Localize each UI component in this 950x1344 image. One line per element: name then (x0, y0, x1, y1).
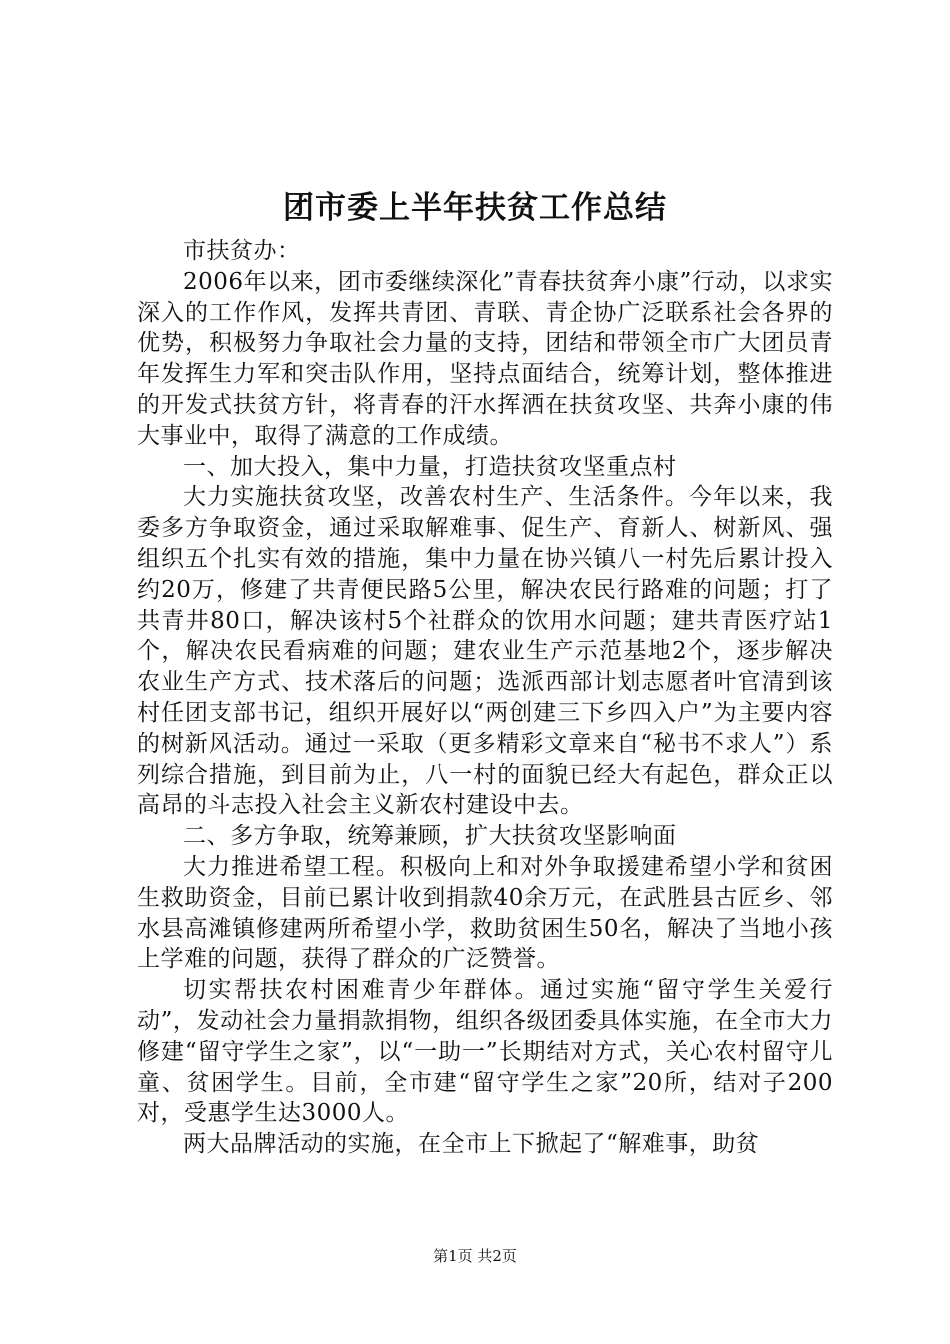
document-title: 团市委上半年扶贫工作总结 (283, 190, 667, 226)
section-heading-1: 一、加大投入，集中力量，打造扶贫攻坚重点村 (183, 453, 677, 480)
paragraph-intro: 2006年以来，团市委继续深化”青春扶贫奔小康”行动，以求实深入的工作作风，发挥共青团、青联、青企协广泛联系社会各界的优势，积极努力争取社会力量的支持，团结和带领全市广大团员青年发挥生力军和突击队作用，坚持点面结合，统筹计划，整体推进的开发式扶贫方针，将青春的汗水挥洒在扶贫攻坚、共奔小康的伟大事业中，取得了满意的工作成绩。 (137, 268, 833, 449)
section-heading-2: 二、多方争取，统筹兼顾，扩大扶贫攻坚影响面 (183, 823, 677, 850)
paragraph: 切实帮扶农村困难青少年群体。通过实施“留守学生关爱行动”，发动社会力量捐款捐物，组织各级团委具体实施，在全市大力修建“留守学生之家”，以“一助一”长期结对方式，关心农村留守儿童、贫困学生。目前，全市建“留守学生之家”20所，结对子200对，受惠学生达3000人。 (137, 977, 833, 1127)
page-footer: 第1页 共2页 (433, 1247, 517, 1265)
paragraph: 大力推进希望工程。积极向上和对外争取援建希望小学和贫困生救助资金，目前已累计收到捐款40余万元，在武胜县古匠乡、邻水县高滩镇修建两所希望小学，救助贫困生50名，解决了当地小孩上学难的问题，获得了群众的广泛赞誉。 (137, 853, 833, 973)
salutation: 市扶贫办： (183, 238, 301, 264)
paragraph: 两大品牌活动的实施，在全市上下掀起了“解难事，助贫 (183, 1131, 760, 1158)
paragraph: 大力实施扶贫攻坚，改善农村生产、生活条件。今年以来，我委多方争取资金，通过采取解难事、促生产、育新人、树新风、强组织五个扎实有效的措施，集中力量在协兴镇八一村先后累计投入约20万，修建了共青便民路5公里，解决农民行路难的问题；打了共青井80口，解决该村5个社群众的饮用水问题；建共青医疗站1个，解决农民看病难的问题；建农业生产示范基地2个，逐步解决农业生产方式、技术落后的问题；选派西部计划志愿者叶官清到该村任团支部书记，组织开展好以“两创建三下乡四入户”为主要内容的树新风活动。通过一采取（更多精彩文章来自“秘书不求人”）系列综合措施，到目前为止，八一村的面貌已经大有起色，群众正以高昂的斗志投入社会主义新农村建设中去。 (137, 484, 833, 819)
document-body (137, 236, 833, 1160)
